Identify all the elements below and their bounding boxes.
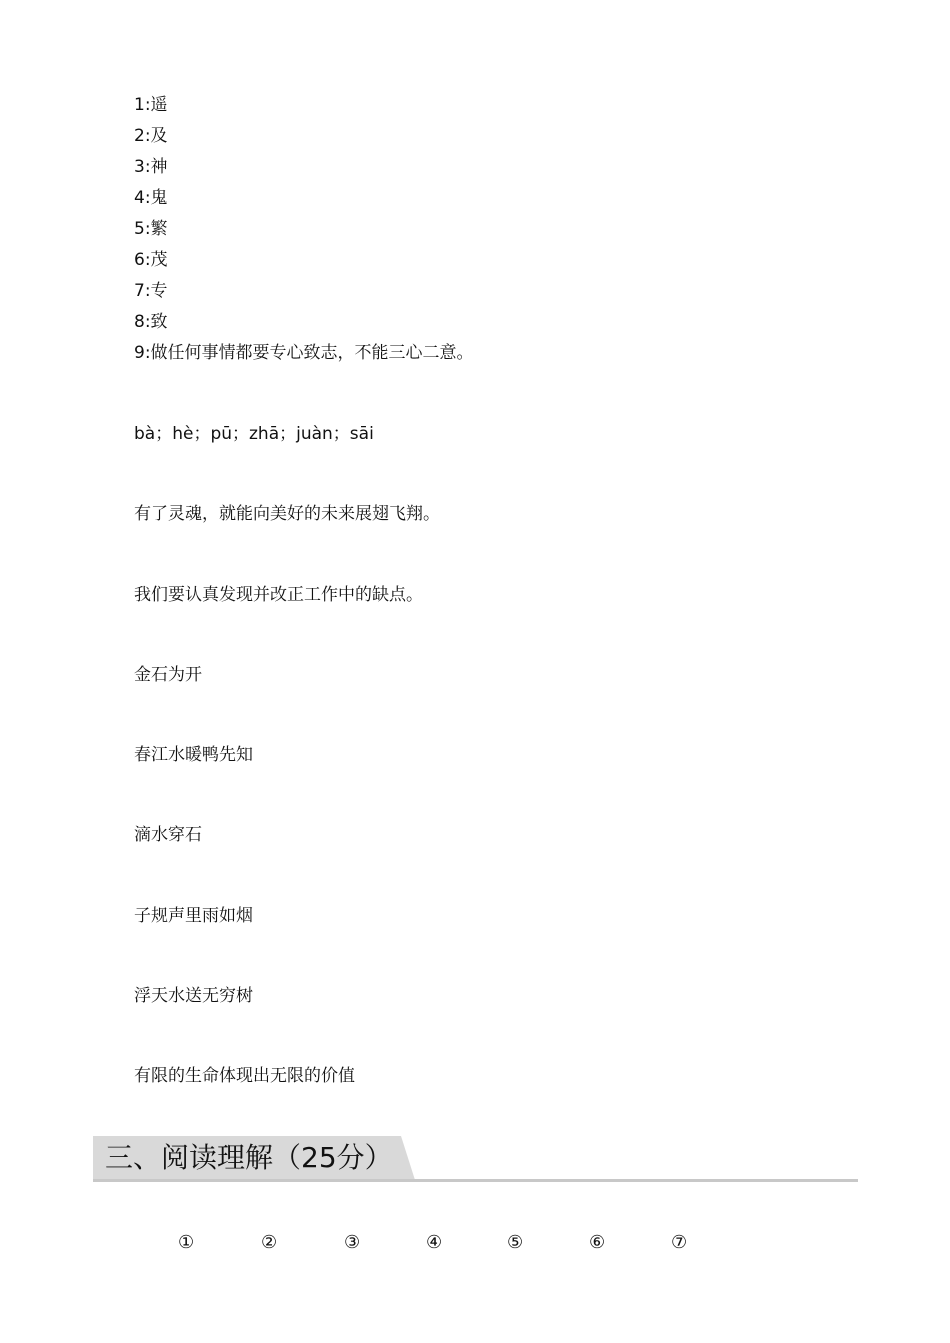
answer-line-1: 1:遥 [134,95,168,115]
circled-number: ⑦ [671,1232,688,1253]
sentence-answer: 我们要认真发现并改正工作中的缺点。 [134,584,423,605]
answer-line-4: 4:鬼 [134,188,168,208]
answer-line-5: 5:繁 [134,219,168,239]
idiom-answer: 滴水穿石 [134,825,202,846]
circled-number: ⑤ [507,1232,524,1253]
answer-line-7: 7:专 [134,281,168,301]
circled-number: ② [261,1232,278,1253]
section-title: 三、阅读理解（25分） [105,1141,393,1174]
poem-answer: 春江水暖鸭先知 [134,745,253,766]
sentence-answer: 有了灵魂，就能向美好的未来展翅飞翔。 [134,504,440,525]
sentence-answer: 有限的生命体现出无限的价值 [134,1066,355,1087]
section-divider [93,1179,858,1182]
answer-line-9: 9:做任何事情都要专心致志，不能三心二意。 [134,343,474,363]
circled-number: ④ [426,1232,443,1253]
poem-answer: 浮天水送无穷树 [134,986,253,1007]
circled-number: ① [178,1232,195,1253]
answer-line-8: 8:致 [134,312,168,332]
numbered-answer-list [134,93,834,372]
idiom-answer: 金石为开 [134,664,202,685]
section-header [93,1136,858,1182]
circled-number: ③ [344,1232,361,1253]
answer-line-6: 6:茂 [134,250,168,270]
circled-number: ⑥ [589,1232,606,1253]
answer-line-2: 2:及 [134,126,168,146]
circled-number-row [178,1230,738,1258]
answer-paragraphs [134,422,834,1145]
pinyin-answer: bà；hè；pū；zhā；juàn；sāi [134,424,374,444]
answer-line-3: 3:神 [134,157,168,177]
poem-answer: 子规声里雨如烟 [134,905,253,926]
